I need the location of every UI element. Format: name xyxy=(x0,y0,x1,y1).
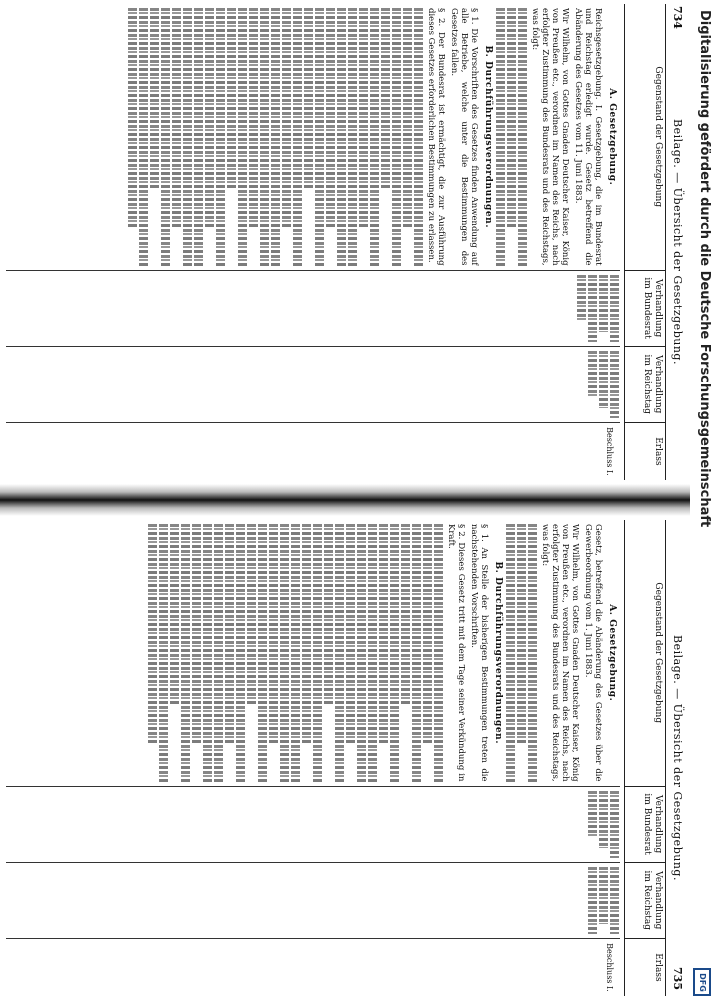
paragraph: Wir Wilhelm, von Gottes Gnaden Deutscher Kaiser, König von Preußen etc., verordnen im Namen des Reichs, nach erfolgter Zustimmung des Bundesrats und des Reichstags, was folgt: xyxy=(530,8,570,266)
illegible-text-line xyxy=(258,524,267,782)
illegible-text-line xyxy=(357,524,366,782)
illegible-text-line xyxy=(161,8,170,266)
illegible-text-line xyxy=(368,524,377,782)
illegible-text-line xyxy=(434,524,443,782)
header-subject: Gegenstand der Gesetzgebung xyxy=(625,520,665,787)
illegible-text-line xyxy=(269,524,278,743)
illegible-text-line xyxy=(148,524,157,743)
illegible-text-line xyxy=(392,8,401,266)
illegible-text-line xyxy=(280,524,289,782)
illegible-text-line xyxy=(588,791,597,838)
illegible-text-line xyxy=(370,8,379,266)
illegible-text-line xyxy=(359,8,368,227)
illegible-text-line xyxy=(423,524,432,743)
illegible-text-line xyxy=(610,275,619,342)
illegible-text-line xyxy=(528,524,537,782)
section-heading: B. Durchführungsverordnungen. xyxy=(483,45,493,229)
left-table-header xyxy=(624,4,666,480)
illegible-text-line xyxy=(506,524,515,782)
illegible-text-line xyxy=(192,524,201,743)
illegible-text-line xyxy=(214,524,223,782)
illegible-text-line xyxy=(599,351,608,408)
illegible-text-line xyxy=(599,867,608,924)
paragraph: § 1. Die Vorschriften des Gesetzes finden Anwendung auf alle Betriebe, welche unter die Bestimmungen des Gesetzes fallen. xyxy=(449,8,479,266)
illegible-text-line xyxy=(172,8,181,227)
illegible-text-line xyxy=(203,524,212,782)
illegible-text-line xyxy=(170,524,179,704)
illegible-text-line xyxy=(216,8,225,266)
illegible-text-line xyxy=(610,791,619,858)
side-note: Beschluss I. xyxy=(605,427,614,476)
illegible-text-line xyxy=(304,8,313,188)
illegible-text-line xyxy=(227,8,236,188)
illegible-text-line xyxy=(588,351,597,398)
illegible-text-line xyxy=(159,524,168,782)
illegible-text-line xyxy=(588,867,597,934)
header-erlass: Erlass xyxy=(653,437,663,466)
right-page xyxy=(0,516,690,1000)
header-erlass: Erlass xyxy=(653,953,663,982)
paragraph: Gesetz, betreffend die Abänderung des Gesetzes über die Gewerbeordnung vom 1. Juni 1883. xyxy=(583,524,603,782)
illegible-text-line xyxy=(326,8,335,227)
right-running-head: Beilage. — Übersicht der Gesetzgebung. xyxy=(671,635,684,881)
paragraph: Wir Wilhelm, von Gottes Gnaden Deutscher Kaiser, König von Preußen etc., verordnen im Namen des Reichs, nach erfolgter Zustimmung des Bundesrats und des Reichstags, was folgt: xyxy=(540,524,580,782)
illegible-text-line xyxy=(194,8,203,266)
section-heading: B. Durchführungsverordnungen. xyxy=(493,561,503,745)
right-table-body xyxy=(6,520,620,996)
illegible-text-line xyxy=(346,524,355,743)
right-subject-column xyxy=(6,520,620,787)
right-bundesrat-column xyxy=(6,787,620,863)
paragraph: Reichsgesetzgebung. I. Gesetzgebung, die im Bundesrat und Reichstag erledigt wurde. Gesetz betreffend die Abänderung des Gesetzes vom 11. Juni 1883. xyxy=(573,8,603,266)
illegible-text-line xyxy=(335,524,344,782)
illegible-text-line xyxy=(225,524,234,743)
right-page-number: 735 xyxy=(671,967,684,990)
illegible-text-line xyxy=(291,524,300,782)
paragraph: § 2. Der Bundesrat ist ermächtigt, die zur Ausführung dieses Gesetzes erforderlichen Bestimmungen zu erlassen. xyxy=(426,8,446,266)
right-erlass-column xyxy=(6,939,620,996)
illegible-text-line xyxy=(496,8,505,266)
right-table-header xyxy=(624,520,666,996)
illegible-text-line xyxy=(517,524,526,743)
left-page-number: 734 xyxy=(671,6,684,29)
dfg-logo-icon xyxy=(693,968,711,996)
section-heading: A. Gesetzgebung. xyxy=(607,88,617,186)
header-bundesrat: Verhandlung im Bundesrat xyxy=(625,271,665,347)
illegible-text-line xyxy=(610,867,619,934)
illegible-text-line xyxy=(282,8,291,227)
illegible-text-line xyxy=(313,524,322,782)
illegible-text-line xyxy=(577,275,586,322)
side-note: Beschluss I. xyxy=(605,943,614,992)
illegible-text-line xyxy=(337,8,346,266)
left-erlass-column xyxy=(6,423,620,480)
illegible-text-line xyxy=(610,351,619,418)
left-reichstag-column xyxy=(6,347,620,423)
digitization-banner xyxy=(690,0,714,1000)
illegible-text-line xyxy=(247,524,256,704)
paragraph: § 1. An Stelle der bisherigen Bestimmungen treten die nachstehenden Vorschriften. xyxy=(469,524,489,782)
section-heading: A. Gesetzgebung. xyxy=(607,604,617,702)
illegible-text-line xyxy=(348,8,357,266)
illegible-text-line xyxy=(507,8,516,227)
illegible-text-line xyxy=(599,791,608,848)
illegible-text-line xyxy=(390,524,399,782)
funding-notice: Digitalisierung gefördert durch die Deutsche Forschungsgemeinschaft xyxy=(697,10,712,528)
illegible-text-line xyxy=(518,8,527,266)
illegible-text-line xyxy=(260,8,269,266)
left-page xyxy=(0,0,690,484)
header-subject: Gegenstand der Gesetzgebung xyxy=(625,4,665,271)
illegible-text-line xyxy=(293,8,302,266)
illegible-text-line xyxy=(599,275,608,332)
illegible-text-line xyxy=(271,8,280,266)
illegible-text-line xyxy=(249,8,258,227)
illegible-text-line xyxy=(588,275,597,342)
illegible-text-line xyxy=(414,8,423,266)
left-table-body xyxy=(6,4,620,480)
illegible-text-line xyxy=(324,524,333,704)
illegible-text-line xyxy=(403,8,412,227)
illegible-text-line xyxy=(128,8,137,227)
book-gutter xyxy=(0,484,690,516)
right-reichstag-column xyxy=(6,863,620,939)
illegible-text-line xyxy=(139,8,148,266)
illegible-text-line xyxy=(205,8,214,227)
illegible-text-line xyxy=(412,524,421,782)
illegible-text-line xyxy=(381,8,390,188)
illegible-text-line xyxy=(401,524,410,704)
dfg-logo-text: DFG xyxy=(697,972,707,992)
illegible-text-line xyxy=(181,524,190,782)
header-reichstag: Verhandlung im Reichstag xyxy=(625,863,665,939)
left-subject-column xyxy=(6,4,620,271)
header-reichstag: Verhandlung im Reichstag xyxy=(625,347,665,423)
left-running-head: Beilage. — Übersicht der Gesetzgebung. xyxy=(671,119,684,365)
paragraph: § 2. Dieses Gesetz tritt mit dem Tage seiner Verkündung in Kraft. xyxy=(446,524,466,782)
illegible-text-line xyxy=(315,8,324,266)
illegible-text-line xyxy=(183,8,192,266)
header-bundesrat: Verhandlung im Bundesrat xyxy=(625,787,665,863)
left-bundesrat-column xyxy=(6,271,620,347)
illegible-text-line xyxy=(302,524,311,743)
illegible-text-line xyxy=(379,524,388,743)
illegible-text-line xyxy=(150,8,159,188)
illegible-text-line xyxy=(236,524,245,782)
illegible-text-line xyxy=(238,8,247,266)
